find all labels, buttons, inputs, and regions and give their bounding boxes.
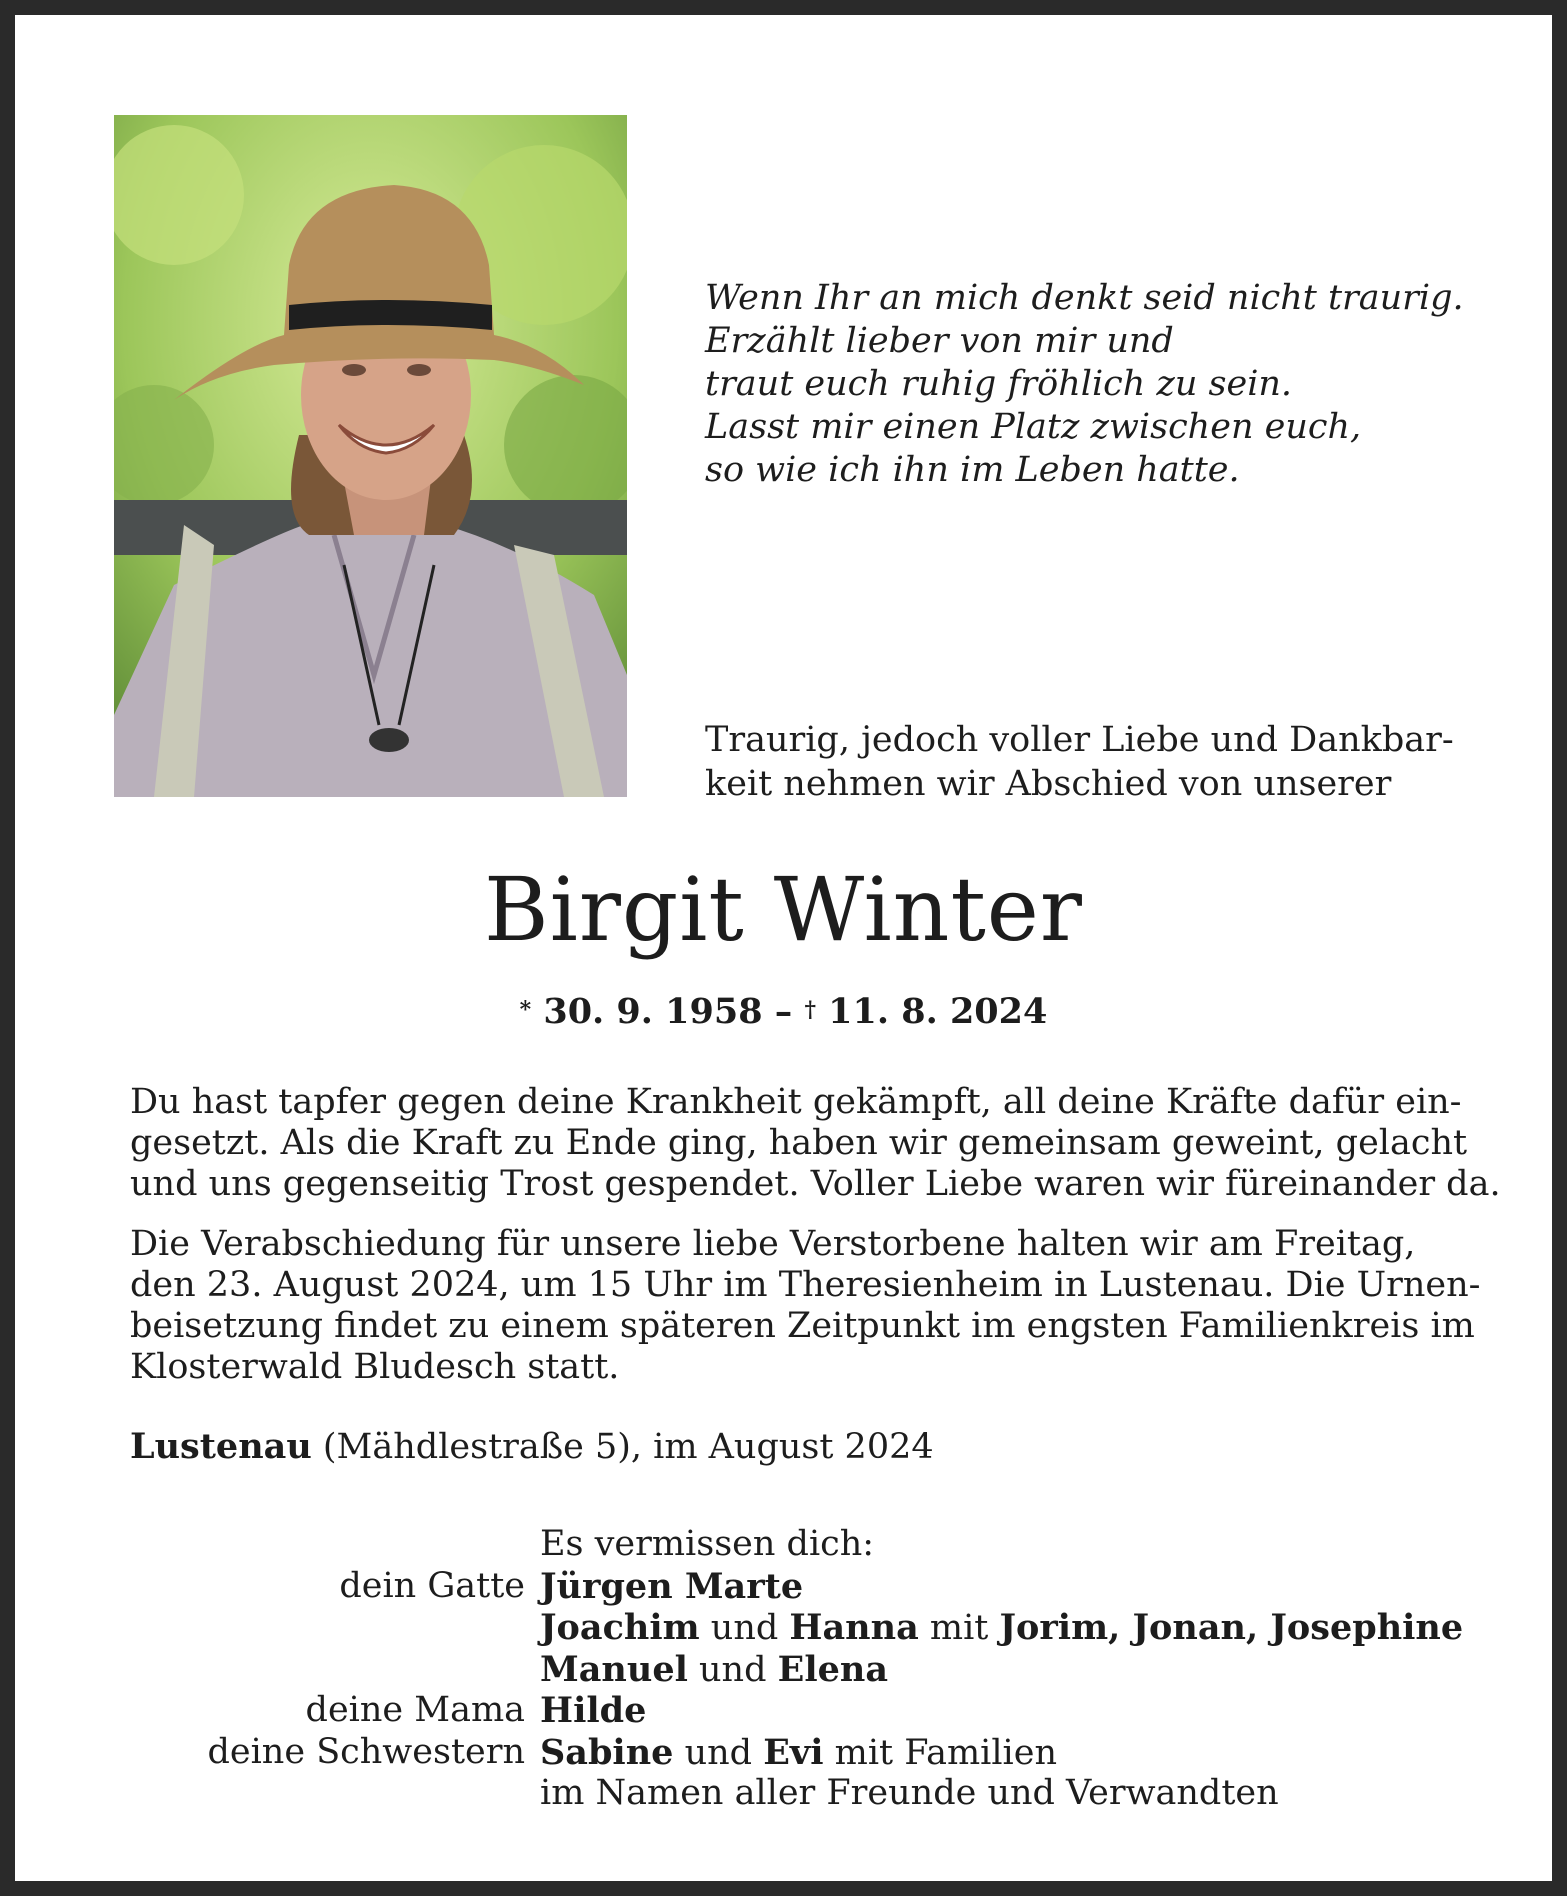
mourner-names (540, 1566, 803, 1609)
mourner-name: Jorim, Jonan, Josephine (999, 1607, 1464, 1648)
poem-line: Lasst mir einen Platz zwischen euch, (705, 407, 1362, 447)
mourner-name: Manuel (540, 1648, 688, 1690)
mourner-connector: und (673, 1732, 764, 1773)
paragraph-line: den 23. August 2024, um 15 Uhr im Theresienheim in Lustenau. Die Urnen- (130, 1265, 1481, 1305)
mourner-name: Hilde (540, 1690, 647, 1731)
mourners-heading-row (0, 1524, 1567, 1566)
paragraph-farewell (130, 1224, 1481, 1388)
poem-line: traut euch ruhig fröhlich zu sein. (705, 364, 1293, 404)
mourner-connector: mit Familien (823, 1732, 1057, 1773)
paragraph-line: Du hast tapfer gegen deine Krankheit gekämpft, all deine Kräfte dafür ein- (130, 1082, 1462, 1122)
intro-line: Traurig, jedoch voller Liebe und Dankbar- (705, 720, 1454, 760)
place-rest: (Mähdlestraße 5), im August 2024 (311, 1427, 934, 1467)
mourner-row (0, 1773, 1567, 1815)
portrait-photo (114, 115, 627, 797)
paragraph-line: beisetzung findet zu einem späteren Zeitpunkt im engsten Familienkreis im (130, 1306, 1475, 1346)
mourner-row (0, 1690, 1567, 1732)
poem-line: Wenn Ihr an mich denkt seid nicht traurig. (705, 278, 1464, 318)
place-town: Lustenau (130, 1426, 312, 1467)
poem-line: Erzählt lieber von mir und (705, 321, 1174, 361)
paragraph-line: Klosterwald Bludesch statt. (130, 1347, 620, 1387)
mourner-names (540, 1607, 1463, 1650)
mourner-row (0, 1566, 1567, 1608)
mourner-name: Sabine (540, 1731, 674, 1773)
paragraph-line: Die Verabschiedung für unsere liebe Verstorbene halten wir am Freitag, (130, 1224, 1416, 1264)
deceased-name: Birgit Winter (484, 858, 1083, 961)
intro-text (705, 718, 1465, 806)
mourners-list (0, 1524, 1567, 1815)
mourner-row (0, 1607, 1567, 1649)
mourner-name: Jürgen Marte (540, 1565, 804, 1607)
birth-date: 30. 9. 1958 (543, 991, 763, 1032)
mourner-row (0, 1649, 1567, 1691)
mourner-name: Hanna (789, 1607, 919, 1648)
mourners-rows (0, 1566, 1567, 1815)
mourner-relation: deine Mama (305, 1690, 525, 1730)
paragraph-line: gesetzt. Als die Kraft zu Ende ging, haben wir gemeinsam geweint, gelacht (130, 1123, 1468, 1163)
mourner-name: Elena (777, 1648, 889, 1690)
poem-line: so wie ich ihn im Leben hatte. (705, 450, 1240, 490)
mourner-names (540, 1649, 888, 1692)
portrait-illustration (114, 115, 627, 797)
mourner-name: Evi (763, 1731, 824, 1773)
birth-symbol: * (519, 997, 532, 1023)
mourner-names (540, 1690, 646, 1733)
mourner-relation: dein Gatte (339, 1565, 525, 1606)
date-separator: – (762, 991, 805, 1032)
paragraph-struggle (130, 1082, 1501, 1205)
mourner-name: Joachim (540, 1607, 700, 1648)
mourner-row (0, 1732, 1567, 1774)
mourners-heading: Es vermissen dich: (540, 1524, 875, 1564)
mourner-connector: im Namen aller Freunde und Verwandten (540, 1773, 1279, 1813)
mourner-names (540, 1773, 1279, 1815)
mourner-connector: mit (918, 1608, 1000, 1648)
mourner-connector: und (699, 1608, 790, 1648)
death-symbol: † (804, 997, 816, 1023)
place-and-date (130, 1425, 934, 1469)
poem (705, 277, 1465, 492)
life-dates (0, 990, 1567, 1034)
mourner-connector: und (687, 1649, 778, 1690)
mourner-names (540, 1732, 1057, 1775)
mourner-relation: deine Schwestern (207, 1731, 525, 1772)
death-date: 11. 8. 2024 (828, 991, 1048, 1032)
intro-line: keit nehmen wir Abschied von unserer (705, 764, 1392, 804)
paragraph-line: und uns gegenseitig Trost gespendet. Voller Liebe waren wir füreinander da. (130, 1164, 1501, 1204)
